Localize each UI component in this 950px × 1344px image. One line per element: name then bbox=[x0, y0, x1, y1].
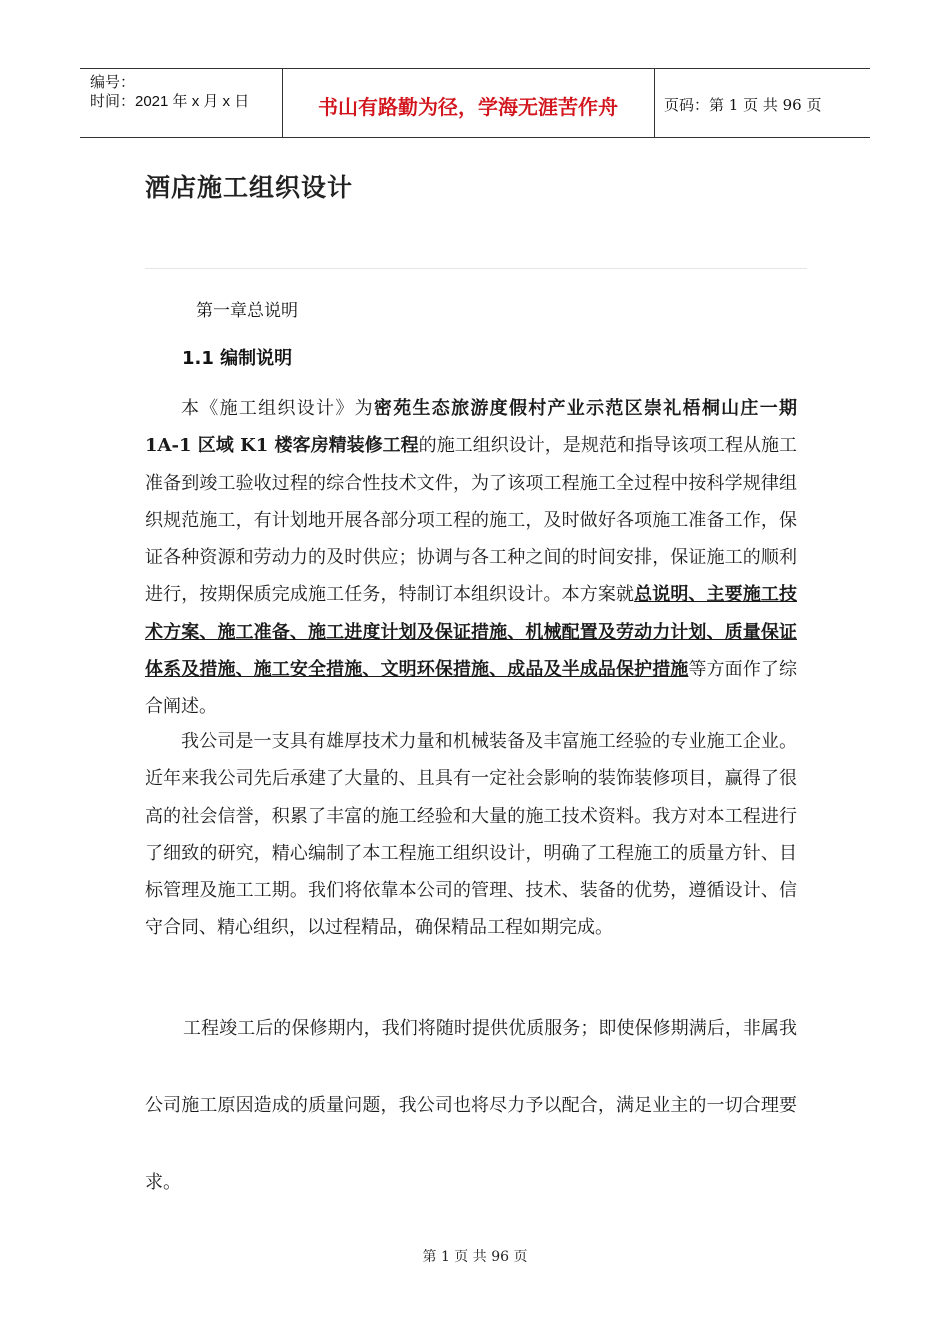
intro-middle-text: 的施工组织设计，是规范和指导该项工程从施工准备到竣工验收过程的综合性技术文件，为了该项工程施工全过程中按科学规律组织规范施工，有计划地开展各部分项工程的施工，及时做好各项施工准备工作，保证各种资源和劳动力的及时供应；协调与各工种之间的时间安排，保证施工的顺利进行，按期保质完成施工任务，特制订本组织设计。本方案就 bbox=[145, 435, 798, 606]
document-title: 酒店施工组织设计 bbox=[145, 173, 354, 202]
header-info-cell bbox=[80, 69, 283, 137]
scope-list: 总说明、主要施工技术方案、施工准备、施工进度计划及保证措施、机械配置及劳动力计划、质量保证体系及措施、施工安全措施、文明环保措施、成品及半成品保护措施 bbox=[145, 584, 798, 681]
header-motto: 书山有路勤为径，学海无涯苦作舟 bbox=[318, 95, 618, 119]
paragraph-company: 我公司是一支具有雄厚技术力量和机械装备及丰富施工经验的专业施工企业。近年来我公司先后承建了大量的、且具有一定社会影响的装饰装修项目，赢得了很高的社会信誉，积累了丰富的施工经验和大量的施工技术资料。我方对本工程进行了细致的研究，精心编制了本工程施工组织设计，明确了工程施工的质量方针、目标管理及施工工期。我们将依靠本公司的管理、技术、装备的优势，遵循设计、信守合同、精心组织，以过程精品，确保精品工程如期完成。 bbox=[145, 731, 797, 939]
document-number-label: 编号： bbox=[90, 74, 136, 91]
page-footer: 第 1 页 共 96 页 bbox=[422, 1249, 528, 1265]
chapter-heading: 第一章总说明 bbox=[196, 301, 298, 321]
paragraph-intro bbox=[145, 390, 797, 726]
page-header bbox=[80, 68, 870, 138]
intro-lead-text: 本《施工组织设计》为 bbox=[181, 398, 374, 419]
title-divider bbox=[145, 268, 807, 269]
section-heading: 1.1 编制说明 bbox=[182, 348, 293, 369]
intro-tail-text: 等方面作了综合阐述。 bbox=[145, 659, 798, 718]
header-motto-cell bbox=[282, 69, 655, 137]
project-name: 密苑生态旅游度假村产业示范区崇礼梧桐山庄一期 1A-1 区域 K1 楼客房精装修工程 bbox=[145, 398, 798, 457]
header-page-cell bbox=[654, 69, 870, 137]
header-page-number: 页码：第 1 页 共 96 页 bbox=[664, 96, 822, 114]
paragraph-warranty: 工程竣工后的保修期内，我们将随时提供优质服务；即使保修期满后，非属我公司施工原因造成的质量问题，我公司也将尽力予以配合，满足业主的一切合理要求。 bbox=[145, 1018, 797, 1193]
document-date-label: 时间：2021 年 x 月 x 日 bbox=[90, 93, 250, 110]
